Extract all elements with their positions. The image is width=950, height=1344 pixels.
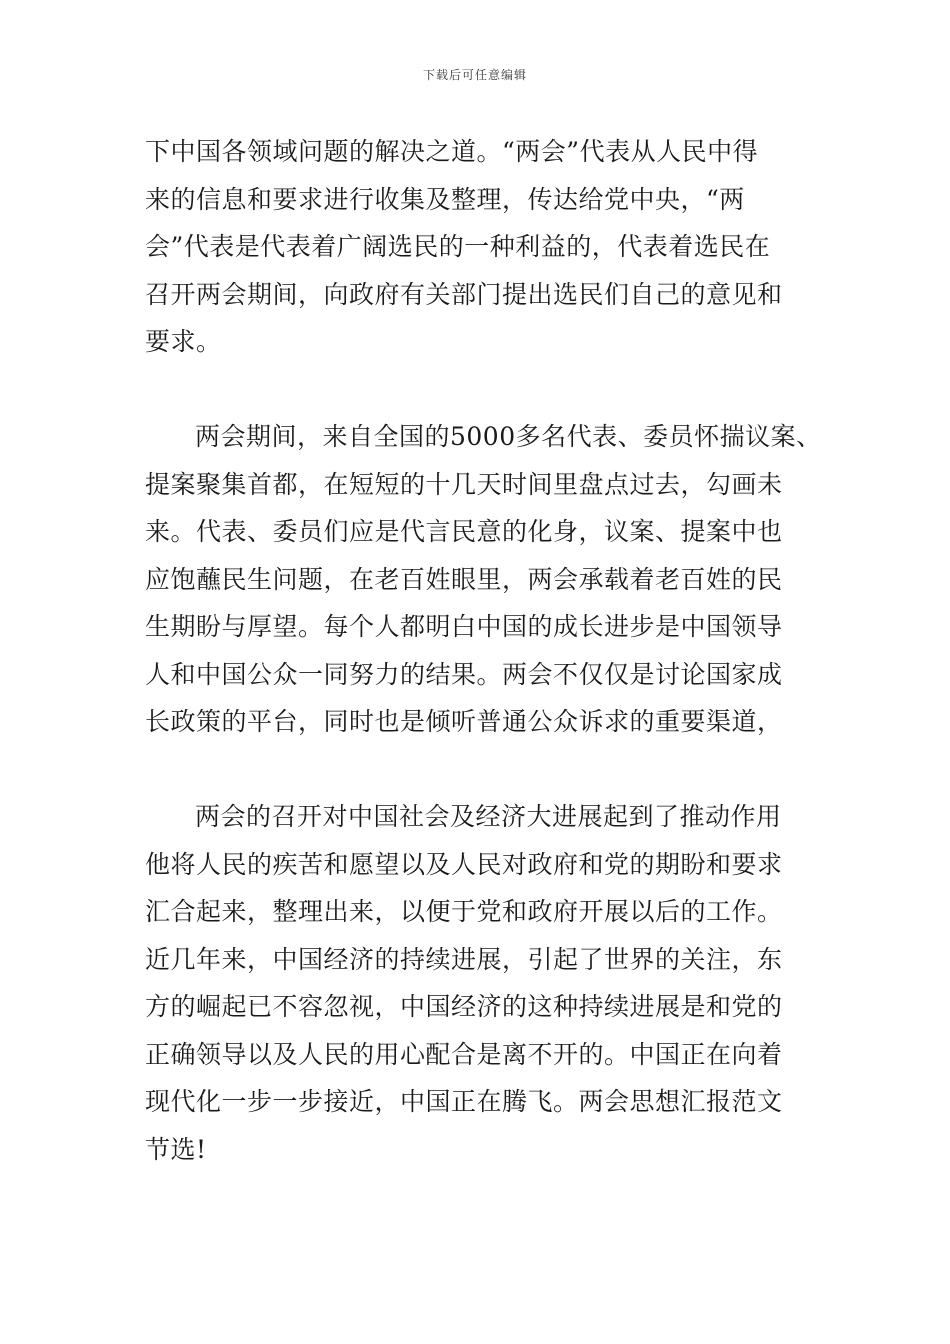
text-line: 节选!	[145, 1134, 207, 1164]
document-body	[145, 128, 822, 1173]
text-line: 生期盼与厚望。每个人都明白中国的成长进步是中国领导	[145, 612, 783, 641]
paragraph	[145, 793, 813, 1173]
header-note: 下载后可任意编辑	[422, 68, 527, 82]
text-line: 现代化一步一步接近，中国正在腾飞。两会思想汇报范文	[145, 1087, 783, 1116]
paragraph	[145, 413, 822, 746]
text-line: 人和中国公众一同努力的结果。两会不仅仅是讨论国家成	[145, 659, 783, 689]
text-line: 方的崛起已不容忽视，中国经济的这种持续进展是和党的	[145, 992, 783, 1021]
paragraph-gap	[145, 366, 813, 414]
text-line: 他将人民的疾苦和愿望以及人民对政府和党的期盼和要求	[145, 849, 783, 879]
text-line: 长政策的平台，同时也是倾听普通公众诉求的重要渠道，	[145, 707, 783, 736]
paragraph	[145, 128, 813, 366]
text-line: 提案聚集首都，在短短的十几天时间里盘点过去，勾画未	[145, 469, 783, 499]
text-line: 要求。	[145, 327, 222, 356]
text-line: 近几年来，中国经济的持续进展，引起了世界的关注，东	[145, 944, 783, 974]
text-line: 两会期间，来自全国的5000多名代表、委员怀揣议案、	[195, 422, 822, 451]
text-line: 汇合起来，整理出来，以便于党和政府开展以后的工作。	[145, 897, 783, 926]
text-line: 两会的召开对中国社会及经济大进展起到了推动作用	[195, 802, 782, 831]
text-line: 召开两会期间，向政府有关部门提出选民们自己的意见和	[145, 279, 783, 309]
text-line: 会”代表是代表着广阔选民的一种利益的，代表着选民在	[145, 232, 771, 261]
paragraph-gap	[145, 746, 813, 794]
text-line: 应饱蘸民生问题，在老百姓眼里，两会承载着老百姓的民	[145, 564, 783, 594]
text-line: 来。代表、委员们应是代言民意的化身，议案、提案中也	[145, 517, 783, 546]
text-line: 来的信息和要求进行收集及整理，传达给党中央，“两	[145, 184, 745, 214]
text-line: 正确领导以及人民的用心配合是离不开的。中国正在向着	[145, 1039, 783, 1069]
text-line: 下中国各领域问题的解决之道。“两会”代表从人民中得	[145, 137, 759, 166]
